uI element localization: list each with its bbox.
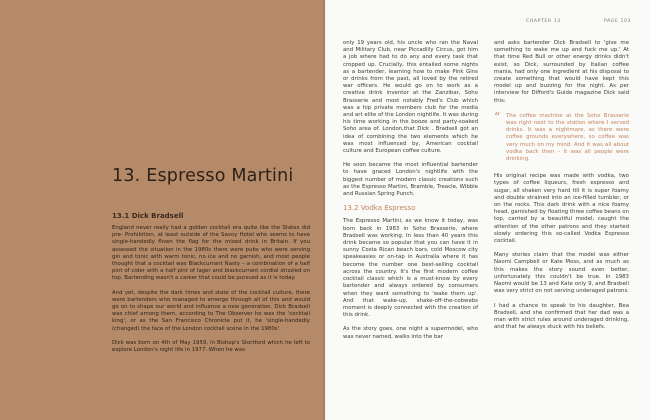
left-body-text (112, 225, 310, 361)
section-heading-dick-bradsell: 13.1 Dick Bradsell (112, 212, 184, 220)
paragraph: England never really had a golden cocktail era quite like the States did pre- Prohibition, at least outside of the Savoy Hotel who seems to have single-handedly flown the flag for the mixed drink in Britain. If you assessed the situation in the 1980s there were pubs who were serving gin and tonic with warm tonic, no ice and no garnish, and most people thought that a cocktail was Blackcurrant Nasty – a combination of a half pint of cider with a half pint of lager and blackcurrant cordial drizzled on top. Bartending wasn't a career that could be pursued as it is today. (112, 225, 310, 282)
chapter-title: 13. Espresso Martini (112, 166, 294, 186)
right-column-2 (494, 40, 629, 338)
paragraph: As the story goes, one night a supermodel, who was never named, walks into the bar (343, 326, 478, 340)
running-header-chapter: CHAPTER 13 (526, 19, 561, 24)
paragraph: He soon became the most influential bartender to have graced London's nightlife with the biggest number of modern classic creations such as the Espresso Martini, Bramble, Treacle, Wibble and Russian Spring Punch. (343, 162, 478, 198)
paragraph: Dick was born on 4th of May 1959, in Bishop's Stortford which he left to explore London's night life in 1977. When he was (112, 339, 310, 354)
quote-text: The coffee machine at the Soho Brasserie was right next to the station where I served drinks. It was a nightmare, as there were coffee grounds everywhere, so coffee was very much on my mind. And it was all about vodka back then – it was all people were drinking. (506, 112, 629, 163)
paragraph: And yet, despite the dark times and state of the cocktail culture, there were bartenders who managed to emerge through all of this and would go on to shape our world and influence a new generation. Dick Bradsell was chief among them, according to The Observer he was the 'cocktail king', or as the San Francisco Chronicle put it, he 'single-handedly (changed) the face of the London cocktail scene in the 1980s'. (112, 289, 310, 332)
paragraph: I had a chance to speak to his daughter, Bea Bradsell, and she confirmed that her dad was a man with strict rules around underaged drinking, and that he always stuck with his beliefs. (494, 302, 629, 331)
right-column-1 (343, 40, 478, 348)
page-gutter (323, 0, 327, 420)
quote-mark-icon: “ (494, 109, 501, 124)
paragraph: only 19 years old, his uncle who ran the Naval and Military Club, near Piccadilly Circus, got him a job where had to do any and every task that cropped up. Crucially, this entailed some nights as a bartender, learning how to make Pink Gins or drinks from the past, all loved by the retired war officers. He would go on to work as a creative drink inventor at the Zanzibar, Soho Brasserie and most notably Fred's Club which was a hip private members club for the media and art elite of the London nightlife. It was during his time working in the booze and party-soaked Soho area of. London,that Dick . Bradsell got an idea of combining the two elements which he was most influenced by, American cocktail culture and European coffee culture. (343, 40, 478, 155)
paragraph: His original recipe was made with vodka, two types of coffee liqueurs, fresh espresso and sugar, all shaken very hard till it is super foamy and double strained into an ice-filled tumbler, or on the rocks. This dark drink with a nice foamy head, garnished by floating three coffee beans on top, carried by a beautiful model, caught the attention of the other patrons and they started slowly ordering this so-called Vodka Espresso cocktail. (494, 173, 629, 245)
running-header-page: PAGE 103 (604, 19, 632, 24)
pull-quote (494, 109, 629, 163)
paragraph: Many stories claim that the model was either Naomi Campbell or Kate Moss, and as much as this makes the story sound even better, unfortunately this couldn't be true. In 1983 Naomi would be 13 and Kate only 9, and Bradsell was very strict on not serving underaged patrons. (494, 252, 629, 295)
paragraph: The Espresso Martini, as we know it today, was born back in 1983 in Soho Brasserie, where Bradsell was working. In less than 40 years this drink became so popular that you can have it in sunny Costa Rican beach bars, cold Moscow city speakeasies or on-tap in Australia where it has become the number one best-selling cocktail across the country. It's the first modern coffee cocktail classic which is a must-know by every bartender and always ordered by consumers when they want something to 'wake them up'. And that wake-up, shake-off-the-cobwebs moment is deeply connected with the creation of this drink. (343, 218, 478, 319)
section-heading-vodka-espresso: 13.2 Vodka Espresso (343, 204, 416, 213)
paragraph: and asks bartender Dick Bradsell to 'give me something to wake me up and fuck me up.' At that time Red Bull or other energy drinks didn't exist, so Dick, surrounded by Italian coffee mania, had only one ingredient at his disposal to create something that would have kept this model up and buzzing for the night. As per interview for Difford's Guide magazine Dick said this: (494, 40, 629, 104)
